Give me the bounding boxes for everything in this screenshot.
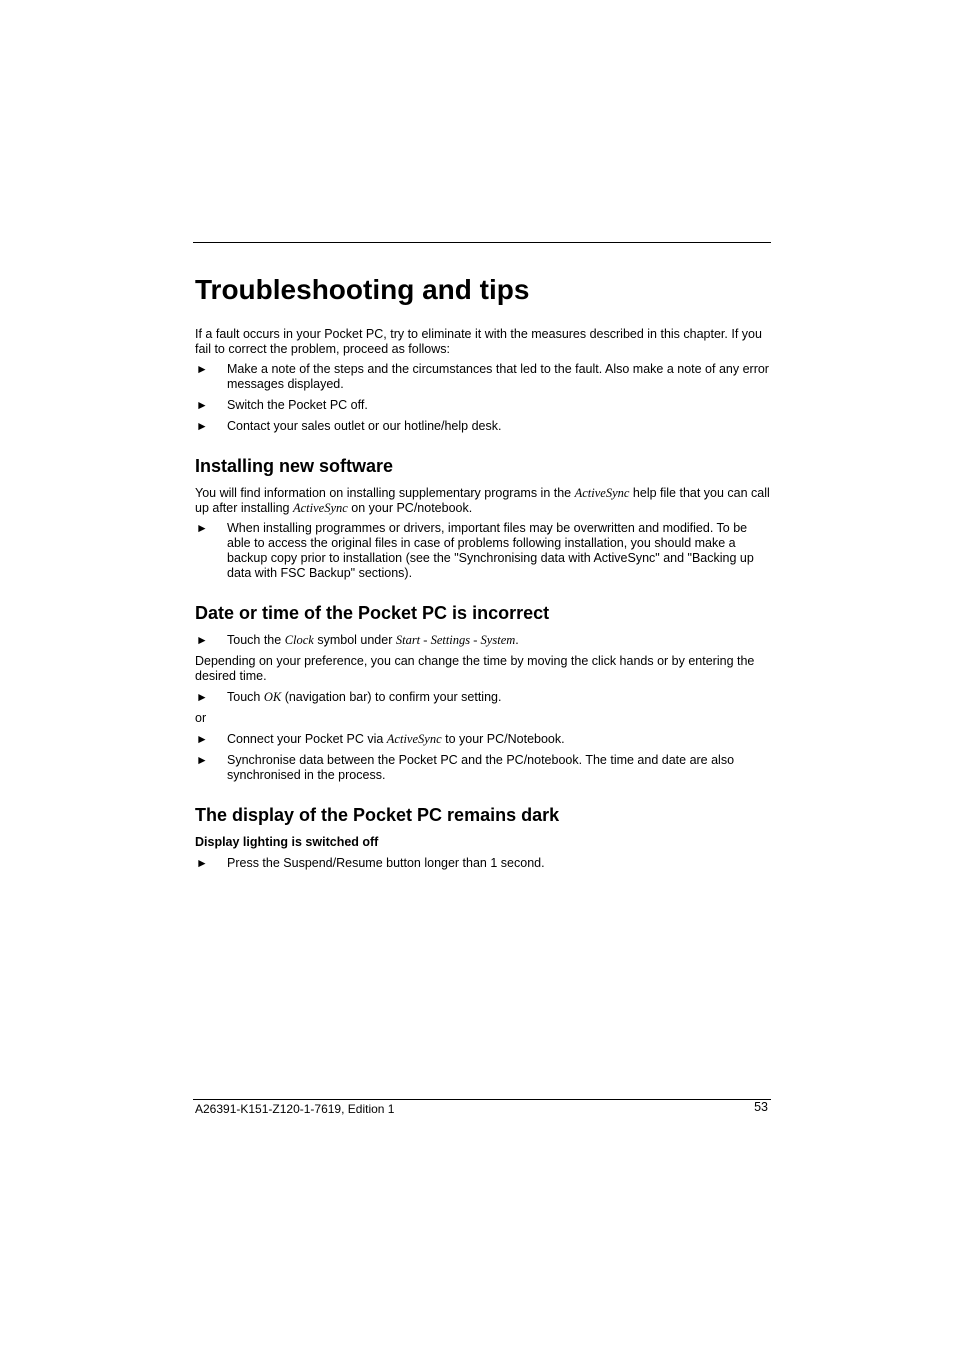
section-heading-display: The display of the Pocket PC remains dark (195, 805, 560, 825)
bullet-arrow-icon: ► (196, 521, 208, 535)
bullet-arrow-icon: ► (196, 753, 208, 767)
bullet-arrow-icon: ► (196, 690, 208, 704)
display-bullet-list (195, 856, 771, 871)
list-item: ► Synchronise data between the Pocket PC and the PC/notebook. The time and date are also synchronised in the process. (196, 753, 735, 782)
list-item: ► Switch the Pocket PC off. (196, 398, 368, 412)
list-item: ► Connect your Pocket PC via ActiveSync to your PC/Notebook. (196, 732, 565, 746)
intro-paragraph: If a fault occurs in your Pocket PC, try to eliminate it with the measures described in this chapter. If you fail to correct the problem, proceed as follows: (195, 327, 762, 356)
page-number: 53 (754, 1100, 768, 1114)
date-bullet-list-3 (195, 732, 771, 783)
intro-bullet-list (195, 362, 771, 434)
list-item: ► Press the Suspend/Resume button longer than 1 second. (196, 856, 545, 870)
or-text: or (195, 711, 207, 725)
bullet-arrow-icon: ► (196, 398, 208, 412)
bullet-arrow-icon: ► (196, 856, 208, 870)
top-rule (193, 242, 771, 243)
date-bullet-list-1 (195, 633, 771, 648)
footer-rule (193, 1099, 771, 1100)
list-item: ► When installing programmes or drivers, important files may be overwritten and modified. To be able to access the original files in case of problems following installation, you should make a backup copy prior to installation (see the "Synchronising data with ActiveSync" and "Backing up data with FSC Backup" sections). (196, 521, 754, 580)
section-heading-installing: Installing new software (195, 456, 394, 476)
section-heading-date: Date or time of the Pocket PC is incorrect (195, 603, 550, 623)
bullet-arrow-icon: ► (196, 362, 208, 376)
install-bullet-list (195, 521, 771, 581)
page-title: Troubleshooting and tips (195, 274, 530, 305)
bullet-arrow-icon: ► (196, 633, 208, 647)
list-item: ► Contact your sales outlet or our hotline/help desk. (196, 419, 502, 433)
display-subheading: Display lighting is switched off (195, 835, 379, 849)
page-content (195, 270, 771, 871)
list-item: ► Touch OK (navigation bar) to confirm your setting. (196, 690, 502, 704)
bullet-arrow-icon: ► (196, 732, 208, 746)
list-item: ► Make a note of the steps and the circumstances that led to the fault. Also make a note of any error messages displayed. (196, 362, 769, 391)
date-bullet-list-2 (195, 690, 771, 705)
footer-doc-id: A26391-K151-Z120-1-7619, Edition 1 (195, 1102, 395, 1116)
bullet-arrow-icon: ► (196, 419, 208, 433)
list-item: ► Touch the Clock symbol under Start - Settings - System. (196, 633, 519, 647)
date-paragraph: Depending on your preference, you can change the time by moving the click hands or by entering the desired time. (195, 654, 755, 683)
install-paragraph: You will find information on installing supplementary programs in the ActiveSync help file that you can call up after installing ActiveSync on your PC/notebook. (195, 486, 770, 515)
